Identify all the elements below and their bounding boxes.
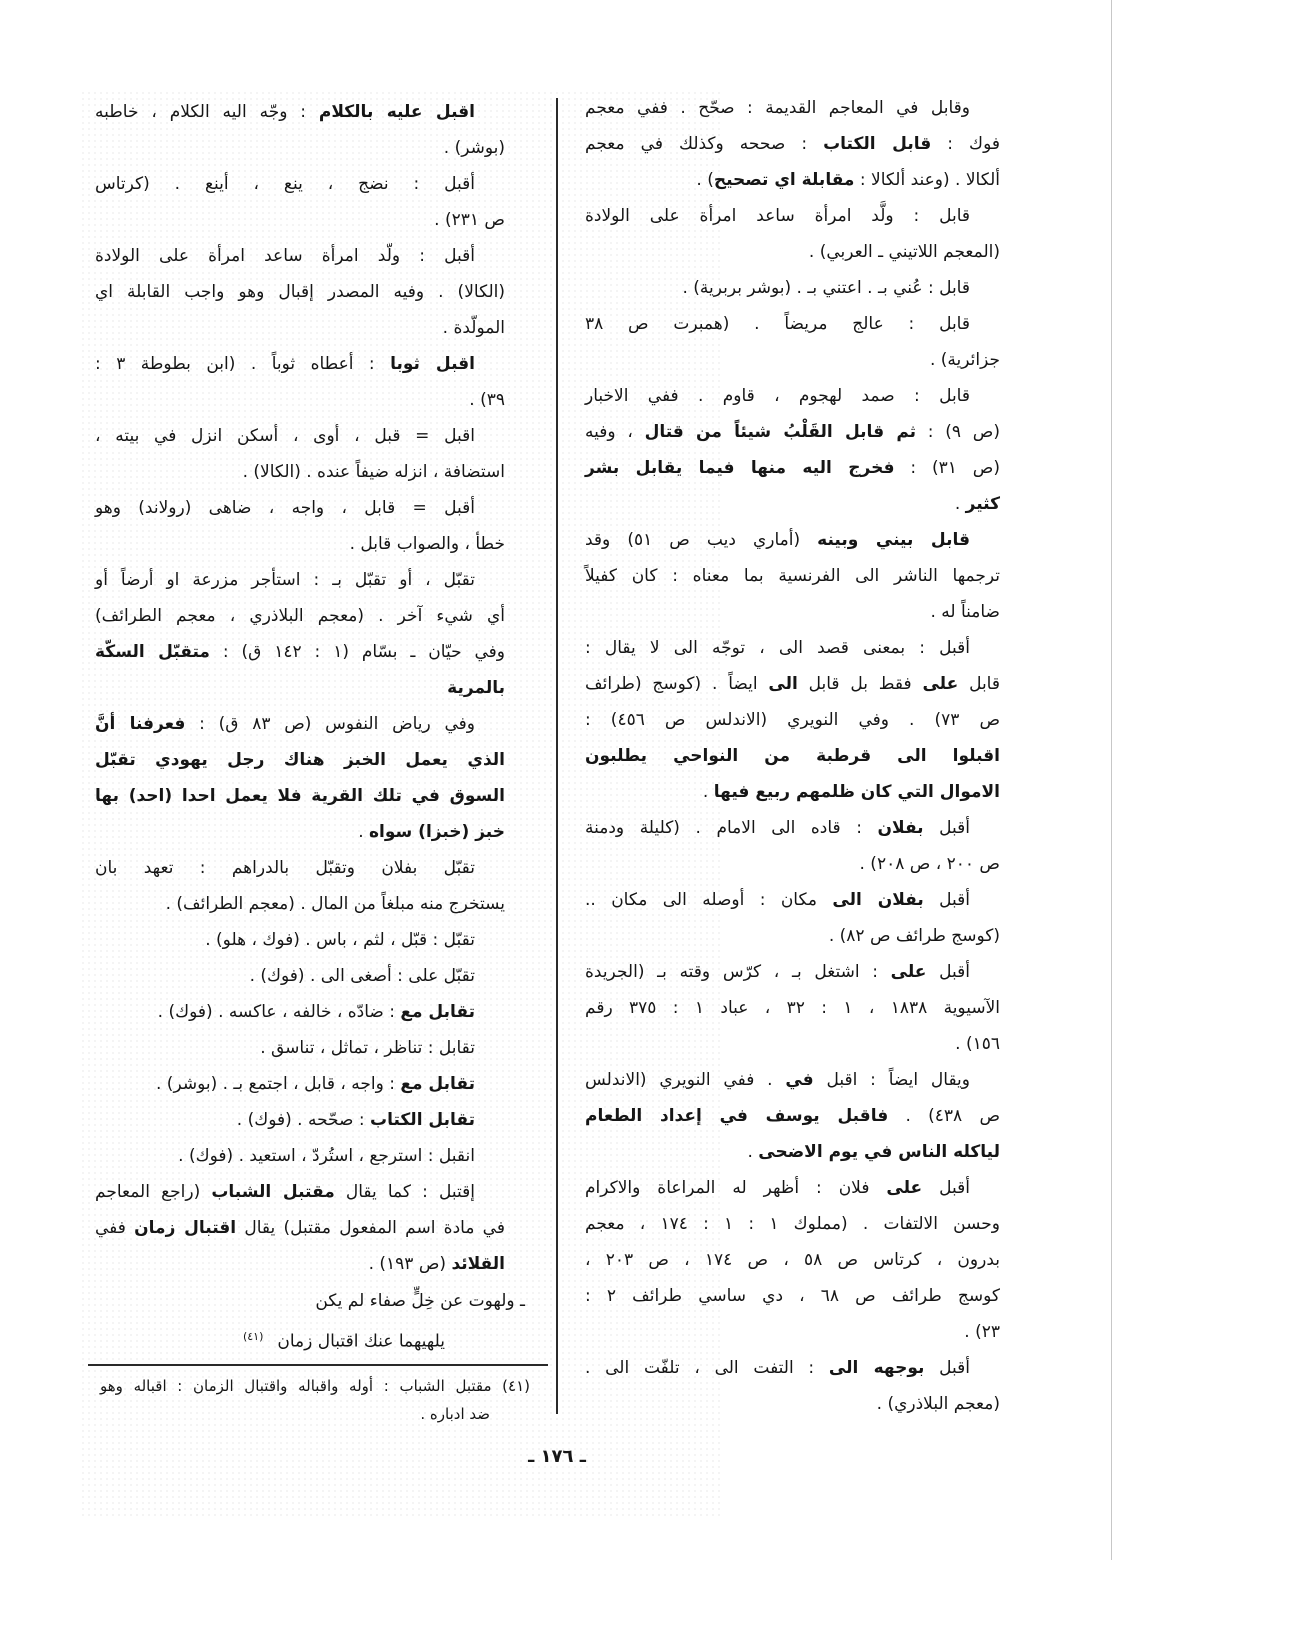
text-line (585, 378, 1000, 414)
text-line (585, 450, 1000, 486)
headword-text: قابل الكتاب (823, 134, 932, 154)
headword-text: بالمرية (447, 678, 505, 698)
body-text: وفي رياض النفوس (ص ٨٣ ق) : (185, 714, 475, 734)
text-line (95, 634, 505, 670)
text-line (95, 598, 505, 634)
text-line (585, 846, 1000, 882)
text-line (585, 486, 1000, 522)
entry-paragraph (585, 90, 1000, 198)
headword-text: اقتبال زمان (134, 1218, 237, 1238)
text-line (95, 814, 505, 850)
text-line (95, 310, 505, 346)
headword-text: اقبل ثوبا (390, 354, 475, 374)
headword-text: كثير (965, 494, 1000, 514)
headword-text: تقابل مع (400, 1002, 475, 1022)
body-text: أقبل : نضج ، ينع ، أينع . (كرتاس (95, 174, 475, 194)
entry-paragraph (95, 418, 505, 490)
text-line (585, 1170, 1000, 1206)
entry-paragraph (585, 378, 1000, 522)
text-line (585, 1350, 1000, 1386)
body-text: ويقال ايضاً : اقبل (813, 1070, 970, 1090)
text-line (95, 886, 505, 922)
text-line (95, 1066, 505, 1102)
body-text: فلان : أظهر له المراعاة والاكرام (585, 1178, 887, 1198)
entry-paragraph (585, 1350, 1000, 1422)
body-text: استضافة ، انزله ضيفاً عنده . (الكالا) . (242, 462, 505, 482)
text-line (95, 382, 505, 418)
headword-text: على (886, 1178, 923, 1198)
text-line (585, 342, 1000, 378)
text-line (585, 882, 1000, 918)
footnote-line: ضد ادباره . (420, 1405, 490, 1423)
poem-hemistich: ـ ولهوت عن خِلٍّ صفاء لم يكن (315, 1291, 525, 1311)
text-line (95, 562, 505, 598)
body-text: أقبل : بمعنى قصد الى ، توجّه الى لا يقال : (585, 638, 970, 658)
body-text: جزائرية) . (929, 350, 1000, 370)
headword-text: على (922, 674, 959, 694)
text-line (95, 850, 505, 886)
entry-paragraph (95, 994, 505, 1030)
text-line (585, 198, 1000, 234)
text-line (95, 238, 505, 274)
body-text: (راجع المعاجم (95, 1182, 212, 1202)
headword-text: على (890, 962, 927, 982)
body-text: مكان : أوصله الى مكان .. (585, 890, 833, 910)
text-line (95, 346, 505, 382)
body-text: أي شيء آخر . (معجم البلاذري ، معجم الطرائف) (95, 606, 505, 626)
body-text: أقبل (923, 890, 970, 910)
left-column (95, 94, 505, 1282)
body-text: قابل (958, 674, 1000, 694)
entry-paragraph (95, 1066, 505, 1102)
footnote-marker: (٤١) (242, 1330, 264, 1343)
text-line (585, 90, 1000, 126)
body-text: ايضاً . (كوسج (طرائف (585, 674, 769, 694)
headword-text: الذي يعمل الخبز هناك رجل يهودي تقبّل (95, 750, 505, 770)
headword-text: متقبّل السكّة (95, 642, 210, 662)
body-text: اقبل = قبل ، أوى ، أسكن انزل في بيته ، (95, 426, 475, 446)
text-line (95, 706, 505, 742)
text-line (95, 670, 505, 706)
text-line (95, 1174, 505, 1210)
headword-text: بفلان (877, 818, 924, 838)
headword-text: تقابل الكتاب (370, 1110, 475, 1130)
body-text: تقبّل ، أو تقبّل بـ : استأجر مزرعة او أرضاً أو (95, 570, 475, 590)
text-line (585, 666, 1000, 702)
text-line (95, 922, 505, 958)
entry-paragraph (95, 958, 505, 994)
footnote (100, 1372, 530, 1428)
body-text: كوسج طرائف ص ٦٨ ، دي ساسي طرائف ٢ : (585, 1286, 1000, 1306)
entry-paragraph (585, 882, 1000, 954)
body-text: فقط بل قابل (797, 674, 923, 694)
text-line (585, 522, 1000, 558)
body-text: ٢٣) . (964, 1322, 1000, 1342)
text-line (585, 162, 1000, 198)
headword-text: فاقبل يوسف في إعداد الطعام (585, 1106, 889, 1126)
body-text: (الكالا) . وفيه المصدر إقبال وهو واجب القابلة اي (95, 282, 505, 302)
body-text: تقبّل : قبّل ، لثم ، باس . (فوك ، هلو) . (205, 930, 475, 950)
text-line (585, 1026, 1000, 1062)
body-text: (أماري ديب ص ٥١) وقد (585, 530, 818, 550)
headword-text: لياكله الناس في يوم الاضحى (758, 1142, 1000, 1162)
entry-paragraph (585, 810, 1000, 882)
body-text: أقبل = قابل ، واجه ، ضاهى (رولاند) وهو (95, 498, 475, 518)
headword-text: فعرفنا أنَّ (95, 714, 186, 734)
body-text: . (954, 494, 966, 514)
text-line (585, 990, 1000, 1026)
headword-text: بوجهه الى (828, 1358, 925, 1378)
body-text: قابل : عالج مريضاً . (همبرت ص ٣٨ (585, 314, 970, 334)
headword-text: الى (768, 674, 798, 694)
body-text: قابل : صمد لهجوم ، قاوم . ففي الاخبار (585, 386, 970, 406)
entry-paragraph (95, 1030, 505, 1066)
entry-paragraph (95, 346, 505, 418)
body-text: أقبل : ولّد امرأة ساعد امرأة على الولادة (95, 246, 475, 266)
footnote-line: (٤١) مقتبل الشباب : أوله واقباله واقتبال الزمان : اقباله وهو (100, 1377, 530, 1395)
entry-paragraph (95, 1138, 505, 1174)
body-text: ترجمها الناشر الى الفرنسية بما معناه : كان كفيلاً (585, 566, 1000, 586)
text-line (585, 1206, 1000, 1242)
text-line (95, 274, 505, 310)
body-text: : وجّه اليه الكلام ، خاطبه (95, 102, 319, 122)
entry-paragraph (95, 1174, 505, 1282)
body-text: . ففي النويري (الاندلس (585, 1070, 786, 1090)
text-line (585, 1314, 1000, 1350)
text-line (95, 1102, 505, 1138)
body-text: في مادة اسم المفعول مقتبل) يقال (236, 1218, 505, 1238)
body-text: : صحّحه . (فوك) . (236, 1110, 371, 1130)
headword-text: خبز (خبزا) سواه (369, 822, 505, 842)
text-line (95, 1246, 505, 1282)
text-line (585, 774, 1000, 810)
body-text: (المعجم اللاتيني ـ العربي) . (808, 242, 1000, 262)
text-line (585, 270, 1000, 306)
body-text: ) . (696, 170, 714, 190)
right-column (585, 90, 1000, 1422)
body-text: (ص ٣١) : (894, 458, 1000, 478)
body-text: خطأ ، والصواب قابل . (349, 534, 505, 554)
body-text: تقبّل على : أصغى الى . (فوك) . (249, 966, 475, 986)
poem-line (95, 1319, 525, 1354)
body-text: انقبل : استرجع ، استُردّ ، استعيد . (فوك) . (178, 1146, 475, 1166)
body-text: (ص ٩) : (916, 422, 1000, 442)
headword-text: بفلان الى (832, 890, 924, 910)
body-text: تقابل : تناظر ، تماثل ، تناسق . (260, 1038, 475, 1058)
headword-text: فخرج اليه منها فيما يقابل بشر (585, 458, 895, 478)
entry-paragraph (95, 166, 505, 238)
entry-paragraph (95, 850, 505, 922)
text-line (95, 130, 505, 166)
entry-paragraph (95, 238, 505, 346)
body-text: الآسيوية ١٨٣٨ ، ١ : ٣٢ ، عباد ١ : ٣٧٥ رقم (585, 998, 1000, 1018)
body-text: : واجه ، قابل ، اجتمع بـ . (بوشر) . (156, 1074, 401, 1094)
headword-text: مقتبل الشباب (211, 1182, 335, 1202)
text-line (95, 994, 505, 1030)
body-text: (معجم البلاذري) . (876, 1394, 1000, 1414)
scan-edge-line (1111, 0, 1112, 1560)
body-text: : التفت الى ، تلفّت الى . (585, 1358, 829, 1378)
body-text: . (358, 822, 370, 842)
body-text: (كوسج طرائف ص ٨٢) . (828, 926, 1000, 946)
body-text: . (747, 1142, 759, 1162)
entry-paragraph (585, 954, 1000, 1062)
body-text: ضامناً له . (930, 602, 1000, 622)
entry-paragraph (585, 198, 1000, 270)
body-text: ففي (95, 1218, 135, 1238)
text-line (585, 738, 1000, 774)
entry-paragraph (95, 706, 505, 850)
text-line (585, 1386, 1000, 1422)
headword-text: قابل بيني وبينه (817, 530, 970, 550)
body-text: ، وفيه (585, 422, 645, 442)
entry-paragraph (585, 270, 1000, 306)
entry-paragraph (585, 630, 1000, 810)
body-text: بدرون ، كرتاس ص ٥٨ ، ص ١٧٤ ، ص ٢٠٣ ، (585, 1250, 1000, 1270)
entry-paragraph (585, 1170, 1000, 1350)
text-line (585, 594, 1000, 630)
text-line (585, 1134, 1000, 1170)
body-text: ١٥٦) . (955, 1034, 1000, 1054)
text-line (95, 1138, 505, 1174)
headword-text: الاموال التي كان ظلمهم ربيع فيها (713, 782, 1000, 802)
text-line (585, 1062, 1000, 1098)
poem-verse (95, 1284, 525, 1354)
body-text: (بوشر) . (443, 138, 505, 158)
text-line (585, 126, 1000, 162)
entry-paragraph (95, 94, 505, 166)
text-line (585, 414, 1000, 450)
text-line (95, 1030, 505, 1066)
text-line (585, 918, 1000, 954)
poem-hemistich: يلهيهما عنك اقتبال زمان (277, 1331, 445, 1352)
entry-paragraph (95, 1102, 505, 1138)
body-text: أقبل (924, 1358, 970, 1378)
text-line (95, 166, 505, 202)
body-text: قابل : عُني بـ . اعتني بـ . (بوشر بربرية) . (682, 278, 970, 298)
text-line (585, 306, 1000, 342)
body-text: تقبّل بفلان وتقبّل بالدراهم : تعهد بان (95, 858, 475, 878)
entry-paragraph (95, 490, 505, 562)
headword-text: في (785, 1070, 814, 1090)
text-line (95, 958, 505, 994)
text-line (95, 454, 505, 490)
headword-text: ثم قابل القَلْبُ شيئاً من قتال (644, 422, 917, 442)
text-line (585, 1242, 1000, 1278)
body-text: وفي حيّان ـ بسّام (١ : ١٤٢ ق) : (209, 642, 506, 662)
headword-text: القلائد (451, 1254, 505, 1274)
body-text: (ص ١٩٣) . (368, 1254, 452, 1274)
text-line (95, 778, 505, 814)
headword-text: مقابلة اي تصحيح (713, 170, 855, 190)
text-line (585, 234, 1000, 270)
body-text: ألكالا . (وعند ألكالا : (854, 170, 1000, 190)
body-text: يستخرج منه مبلغاً من المال . (معجم الطرائف) . (165, 894, 505, 914)
text-line (585, 954, 1000, 990)
body-text: فوك : (931, 134, 1000, 154)
text-line (95, 1210, 505, 1246)
headword-text: تقابل مع (400, 1074, 475, 1094)
entry-paragraph (585, 522, 1000, 630)
poem-line (95, 1284, 525, 1319)
body-text: ص ٧٣) . وفي النويري (الاندلس ص ٤٥٦) : (585, 710, 1001, 730)
footnote-divider (88, 1364, 548, 1366)
text-line (585, 810, 1000, 846)
body-text: وقابل في المعاجم القديمة : صحّح . ففي معجم (585, 98, 970, 118)
text-line (585, 1098, 1000, 1134)
body-text: : قاده الى الامام . (كليلة ودمنة (585, 818, 878, 838)
body-text: ٣٩) . (469, 390, 505, 410)
body-text: المولّدة . (442, 318, 505, 338)
headword-text: اقبلوا الى قرطبة من النواحي يطلبون (585, 746, 1000, 766)
text-line (95, 526, 505, 562)
body-text: ص ٤٣٨) . (888, 1106, 1000, 1126)
body-text: ص ٢٣١) . (434, 210, 505, 230)
text-line (95, 490, 505, 526)
headword-text: السوق في تلك القرية فلا يعمل احدا (احد) بها (95, 786, 505, 806)
body-text: أقبل (922, 1178, 970, 1198)
headword-text: اقبل عليه بالكلام (318, 102, 475, 122)
text-line (95, 202, 505, 238)
text-line (585, 702, 1000, 738)
page-number: ـ ١٧٦ ـ (528, 1446, 586, 1467)
body-text: : اشتغل بـ ، كرّس وقته بـ (الجريدة (585, 962, 891, 982)
column-divider (556, 98, 558, 1414)
entry-paragraph (95, 922, 505, 958)
body-text: إقتبل : كما يقال (334, 1182, 475, 1202)
body-text: : صححه وكذلك في معجم (585, 134, 824, 154)
text-line (95, 418, 505, 454)
body-text: وحسن الالتفات . (مملوك ١ : ١ : ١٧٤ ، معجم (585, 1214, 1001, 1234)
body-text: أقبل (926, 962, 970, 982)
body-text: أقبل (923, 818, 970, 838)
body-text: : أعطاه ثوباً . (ابن بطوطة ٣ : (95, 354, 391, 374)
body-text: . (702, 782, 714, 802)
entry-paragraph (585, 306, 1000, 378)
text-line (95, 94, 505, 130)
text-line (585, 1278, 1000, 1314)
text-line (95, 742, 505, 778)
text-line (585, 630, 1000, 666)
body-text: ص ٢٠٠ ، ص ٢٠٨) . (859, 854, 1000, 874)
body-text: : ضادّه ، خالفه ، عاكسه . (فوك) . (157, 1002, 401, 1022)
entry-paragraph (95, 562, 505, 706)
text-line (585, 558, 1000, 594)
body-text: قابل : ولَّد امرأة ساعد امرأة على الولادة (585, 206, 970, 226)
entry-paragraph (585, 1062, 1000, 1170)
